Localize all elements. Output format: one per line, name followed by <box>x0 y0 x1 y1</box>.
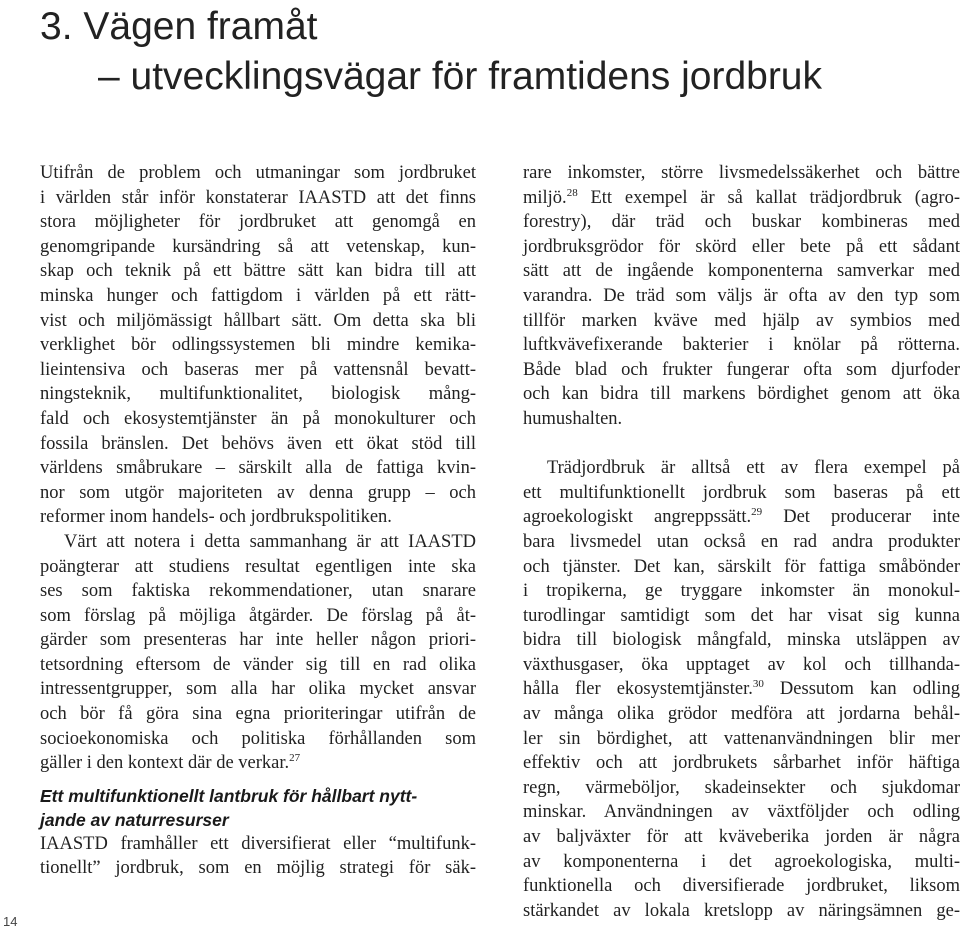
text-line: fald och ekosystemtjänster än på monokulturer och <box>40 408 476 429</box>
text-line: av baljväxter för att kväveberika jorden är några <box>523 827 960 848</box>
chapter-title-line-1: 3. Vägen framåt <box>40 5 318 48</box>
text-line <box>40 751 476 776</box>
text-line: varandra. De träd som väljs är ofta av den typ som <box>523 285 960 306</box>
text-line: poängterar att studiens resultat egentligen inte ska <box>40 556 476 577</box>
text-line: och tjänster. Det kan, särskilt för fattiga småbönder <box>523 556 960 577</box>
text-fragment: miljö. <box>523 187 567 208</box>
text-line: i världen står inför konstaterar IAASTD att det finns <box>40 187 476 208</box>
text-line: jordbruksgrödor för skörd eller bete på ett sådant <box>523 236 960 257</box>
footnote-ref: 29 <box>751 506 763 519</box>
paragraph-1 <box>40 161 476 530</box>
text-fragment: hålla fler ekosystemtjänster. <box>523 679 753 700</box>
text-fragment: agroekologiskt angreppssätt. <box>523 507 752 528</box>
section-subheading <box>40 784 476 832</box>
text-line: skap och teknik på ett bättre sätt kan bidra till att <box>40 261 476 282</box>
text-line: ett multifunktionellt jordbruk som baseras på ett <box>523 482 960 503</box>
text-line <box>523 505 960 530</box>
text-line: luftkvävefixerande bakterier i knölar på rötterna. <box>523 335 960 356</box>
text-fragment: Det producerar inte <box>783 507 960 528</box>
text-line: ses som faktiska rekommendationer, utan snarare <box>40 581 476 602</box>
text-line: stärkandet av lokala kretslopp av näringsämnen ge- <box>523 900 960 921</box>
text-line: effektiv och att jordbrukets sårbarhet inför häftiga <box>523 753 960 774</box>
text-line: tionellt” jordbruk, som en möjlig strategi för säk- <box>40 858 476 879</box>
text-line: nor som utgör majoriteten av denna grupp – och <box>40 482 476 503</box>
text-line: intressentgrupper, som alla har olika mycket ansvar <box>40 679 476 700</box>
right-column <box>523 161 960 923</box>
text-line: i tropikerna, ge tryggare inkomster än monokul- <box>523 581 960 602</box>
text-line: IAASTD framhåller ett diversifierat eller “multifunk- <box>40 833 476 854</box>
text-line: växthusgaser, öka upptaget av kol och tillhanda- <box>523 654 960 675</box>
footnote-ref: 28 <box>566 186 578 199</box>
footnote-ref: 27 <box>289 752 301 765</box>
text-line: reformer inom handels- och jordbrukspolitiken. <box>40 507 392 528</box>
text-line: Värt att notera i detta sammanhang är att IAASTD <box>64 531 476 552</box>
text-fragment: Dessutom kan odling <box>779 679 960 700</box>
text-line: humushalten. <box>523 408 623 429</box>
text-line: och bör få göra sina egna prioriteringar utifrån de <box>40 704 476 725</box>
text-line: tetsordning eftersom de vänder sig till en rad olika <box>40 654 476 675</box>
text-line: sätt att de ingående komponenterna samverkar med <box>523 261 960 282</box>
text-line: minska hunger och fattigdom i världen på ett rätt- <box>40 285 476 306</box>
text-line: tillför marken kväve med hjälp av symbios med <box>523 310 960 331</box>
left-column <box>40 161 476 881</box>
paragraph-4 <box>523 161 960 456</box>
text-line: minskar. Användningen av växtföljder och odling <box>523 802 960 823</box>
chapter-title-line-2: – utvecklingsvägar för framtidens jordbruk <box>98 55 822 98</box>
text-line: av komponenterna i det agroekologiska, multi- <box>523 851 960 872</box>
paragraph-3 <box>40 832 476 881</box>
paragraph-5 <box>523 456 960 923</box>
text-line: gärder som presenteras har inte heller någon priori- <box>40 630 476 651</box>
text-line: Utifrån de problem och utmaningar som jordbruket <box>40 163 476 183</box>
text-line: regn, värmeböljor, skadeinsekter och sjukdomar <box>523 777 960 798</box>
text-line: som förslag på möjliga åtgärder. De förslag på åt- <box>40 605 476 626</box>
page-number: 14 <box>3 914 18 929</box>
text-line: stora möjligheter för jordbruket att genomgå en <box>40 212 476 233</box>
text-line: funktionella och diversifierade jordbruket, liksom <box>523 876 960 897</box>
text-line <box>523 186 960 211</box>
footnote-ref: 30 <box>752 678 764 691</box>
text-line: av många olika grödor medföra att jordarna behål- <box>523 704 960 725</box>
text-line: turodlingar samtidigt som det har visat sig kunna <box>523 605 960 626</box>
text-line: verklighet bör odlingssystemen bli mindre kemika- <box>40 335 476 356</box>
text-line: Både blad och frukter fungerar ofta som djurfoder <box>523 359 960 380</box>
text-line: och kan bidra till markens bördighet genom att öka <box>523 384 960 405</box>
text-line <box>523 677 960 702</box>
subheading-line: jande av naturresurser <box>40 809 229 830</box>
text-line: vist och miljömässigt hållbart sätt. Om detta ska bli <box>40 310 476 331</box>
subheading-line: Ett multifunktionellt lantbruk för hållbart nytt- <box>40 785 418 806</box>
text-line: världens småbrukare – särskilt alla de fattiga kvin- <box>40 458 476 479</box>
text-line: bidra till biologisk mångfald, minska utsläppen av <box>523 630 960 651</box>
text-fragment: gäller i den kontext där de verkar. <box>40 753 290 774</box>
text-line: genomgripande kursändring så att vetenskap, kun- <box>40 236 476 257</box>
paragraph-2 <box>40 530 476 776</box>
text-fragment: Ett exempel är så kallat trädjordbruk (agro- <box>590 187 960 208</box>
text-line: Trädjordbruk är alltså ett av flera exempel på <box>547 458 960 479</box>
text-line: lieintensiva och baseras mer på vattensnål bevatt- <box>40 359 476 380</box>
text-line: forestry), där träd och buskar kombineras med <box>523 212 960 233</box>
text-line: fossila bränslen. Det behövs även ett ökat stöd till <box>40 433 476 454</box>
text-line: bara livsmedel utan också en rad andra produkter <box>523 531 960 552</box>
text-line: ler sin bördighet, att vattenanvändningen blir mer <box>523 728 960 749</box>
text-line: ningsteknik, multifunktionalitet, biologisk mång- <box>40 384 476 405</box>
text-line <box>523 432 960 457</box>
chapter-title <box>40 2 822 102</box>
text-line: socioekonomiska och politiska förhållanden som <box>40 728 476 749</box>
text-line: rare inkomster, större livsmedelssäkerhet och bättre <box>523 163 960 183</box>
